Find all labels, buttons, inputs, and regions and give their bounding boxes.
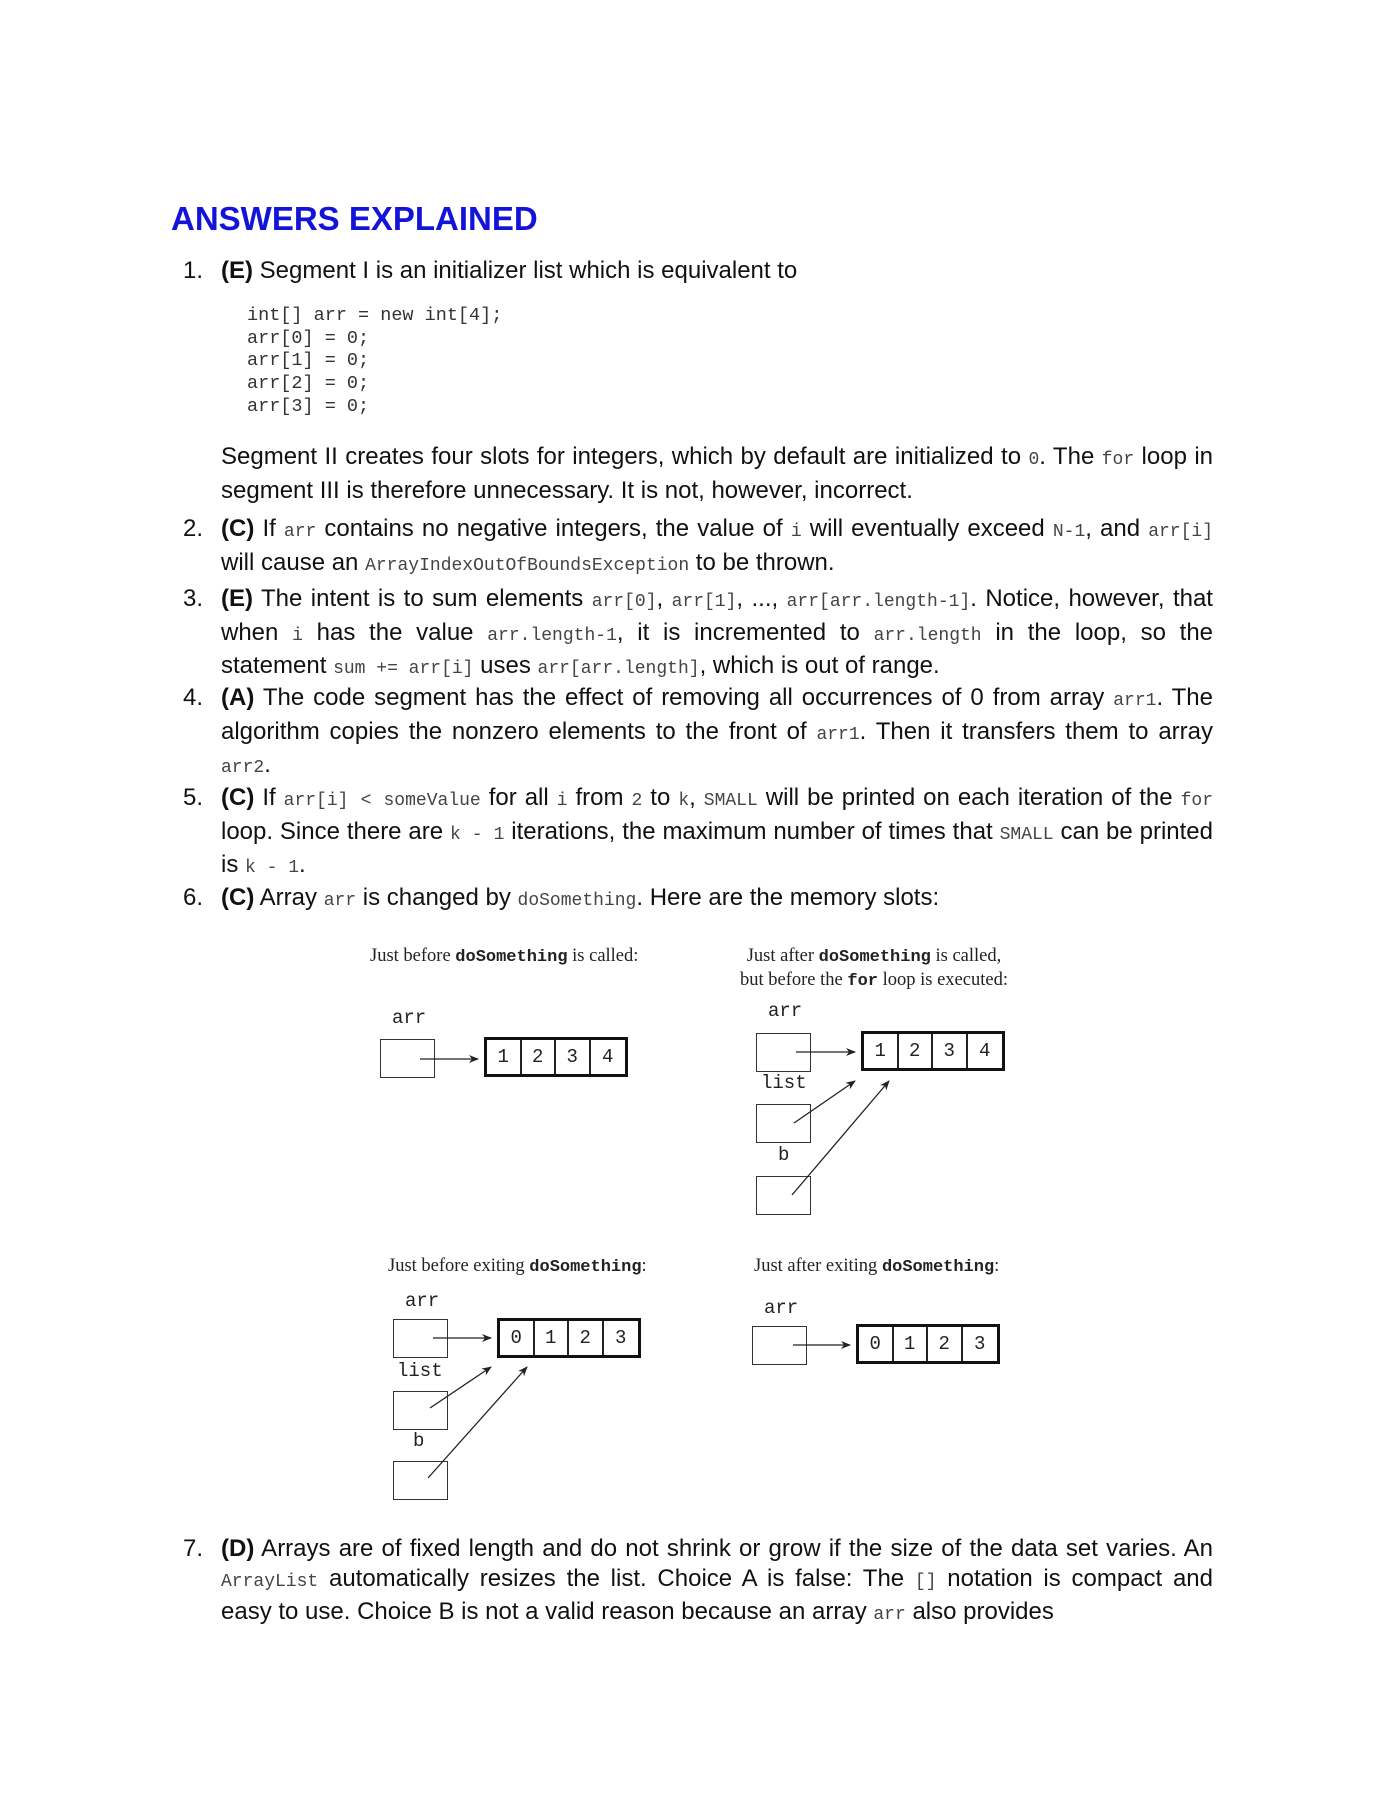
- array-cell: 1: [894, 1327, 929, 1361]
- answer-choice: (C): [221, 884, 255, 911]
- answer-choice: (E): [221, 257, 253, 284]
- inline-code: ArrayList: [221, 1571, 319, 1592]
- text: , ...,: [736, 585, 787, 612]
- inline-code: arr1: [1113, 691, 1157, 711]
- text: from: [567, 784, 632, 811]
- array-cell: 3: [933, 1034, 968, 1068]
- text: in the loop, so the statement: [221, 618, 1214, 679]
- array-cell: 4: [979, 1040, 991, 1062]
- inline-code: 2: [631, 791, 643, 811]
- text: . Here are the memory slots:: [636, 884, 940, 911]
- reference-box-b: [756, 1176, 811, 1215]
- text: will be printed on each iteration of the: [757, 784, 1181, 811]
- answer-item-1: [183, 256, 1213, 286]
- answer-item-6: [183, 883, 1213, 917]
- answer-choice: (C): [221, 515, 255, 542]
- panel-1-title: Just before doSomething is called:: [370, 946, 639, 967]
- item-1-explanation: [221, 442, 1213, 505]
- text: to be thrown.: [689, 548, 835, 576]
- panel-3-title: Just before exiting doSomething:: [388, 1256, 647, 1277]
- inline-code: arr[1]: [671, 592, 737, 612]
- array-cell: 4: [602, 1046, 614, 1068]
- variable-label-arr: arr: [392, 1007, 427, 1029]
- text: loop in segment III is therefore unnecessary. It is not, however, incorrect.: [221, 443, 1214, 504]
- inline-code: i: [790, 522, 802, 542]
- text: will eventually exceed: [801, 515, 1053, 542]
- inline-code: N-1: [1052, 522, 1086, 542]
- code-line: arr[2] = 0;: [247, 373, 370, 395]
- variable-label-b: b: [778, 1144, 790, 1166]
- text: Array: [254, 884, 324, 911]
- text: ,: [656, 585, 672, 612]
- reference-box-arr: [393, 1319, 448, 1358]
- code-line: arr[3] = 0;: [247, 395, 370, 417]
- inline-code: i: [556, 791, 568, 811]
- array-cell: 1: [487, 1040, 522, 1074]
- text: If: [254, 515, 284, 542]
- code-block: [247, 305, 502, 419]
- array-cell: 2: [928, 1327, 963, 1361]
- inline-code: doSomething: [517, 891, 637, 911]
- inline-code: arr: [283, 522, 317, 542]
- array-object: [497, 1318, 641, 1358]
- code-line: int[] arr = new int[4];: [247, 305, 503, 326]
- inline-code: arr1: [816, 724, 860, 745]
- variable-label-list: list: [397, 1360, 443, 1382]
- array-cell: 3: [615, 1327, 627, 1349]
- text: can be printed is: [221, 817, 1214, 878]
- inline-code: SMALL: [999, 824, 1054, 845]
- text: uses: [473, 652, 538, 679]
- reference-box-arr: [752, 1326, 807, 1365]
- array-cell: 1: [535, 1321, 570, 1355]
- text: also provides: [905, 1598, 1054, 1625]
- text: Arrays are of fixed length and do not shrink or grow if the size of the data set varies. An: [254, 1535, 1213, 1562]
- answer-item-4: [183, 683, 1213, 784]
- text: .: [264, 751, 271, 778]
- answer-item-7: [183, 1534, 1213, 1631]
- array-cell: 2: [569, 1321, 604, 1355]
- inline-code: arr.length-1: [487, 625, 617, 646]
- inline-code: i: [292, 625, 303, 646]
- variable-label-list: list: [761, 1072, 807, 1094]
- code-line: arr[0] = 0;: [247, 327, 370, 349]
- reference-box-list: [393, 1391, 448, 1430]
- text: to: [642, 784, 679, 811]
- array-cell: 3: [556, 1040, 591, 1074]
- reference-box-b: [393, 1461, 448, 1500]
- array-cell: 1: [864, 1034, 899, 1068]
- answer-choice: (D): [221, 1535, 255, 1562]
- text: . Then it transfers them to array: [859, 717, 1214, 745]
- text: , which is out of range.: [699, 652, 940, 679]
- inline-code: sum += arr[i]: [333, 659, 474, 679]
- inline-code: []: [914, 1571, 937, 1592]
- variable-label-arr: arr: [768, 1000, 803, 1022]
- item-number: 6.: [183, 884, 204, 911]
- text: The code segment has the effect of removing all occurrences of 0 from array: [254, 684, 1114, 711]
- inline-code: SMALL: [703, 791, 758, 811]
- answer-item-2: [183, 514, 1213, 581]
- inline-code: arr[0]: [591, 592, 657, 612]
- item-text: Segment I is an initializer list which is equivalent to: [259, 257, 798, 284]
- inline-code: arr[i] < someValue: [283, 791, 481, 811]
- text: contains no negative integers, the value of: [316, 515, 791, 542]
- text: , and: [1085, 515, 1149, 542]
- text: . The: [1039, 443, 1102, 470]
- page-heading: ANSWERS EXPLAINED: [171, 200, 538, 237]
- inline-code: arr: [873, 1605, 906, 1625]
- array-object: [856, 1324, 1000, 1364]
- inline-code: arr[arr.length-1]: [786, 592, 971, 612]
- answer-choice: (C): [221, 784, 255, 811]
- inline-code: ArrayIndexOutOfBoundsException: [365, 555, 690, 576]
- array-object: [861, 1031, 1005, 1071]
- inline-code: k - 1: [449, 824, 505, 845]
- reference-box-list: [756, 1104, 811, 1143]
- inline-code: 0: [1028, 450, 1040, 470]
- inline-code: arr[arr.length]: [537, 659, 700, 679]
- array-cell: 2: [899, 1034, 934, 1068]
- item-number: 1.: [183, 257, 204, 284]
- text: for all: [480, 784, 557, 811]
- text: ,: [689, 784, 704, 811]
- item-number: 4.: [183, 684, 204, 711]
- text: automatically resizes the list. Choice A is false: The: [318, 1564, 915, 1592]
- variable-label-b: b: [413, 1430, 425, 1452]
- inline-code: k - 1: [245, 858, 300, 878]
- panel-4-title: Just after exiting doSomething:: [754, 1256, 1000, 1277]
- answer-choice: (A): [221, 684, 255, 711]
- inline-code: arr.length: [873, 625, 982, 646]
- text: iterations, the maximum number of times that: [504, 817, 1000, 845]
- reference-box-arr: [756, 1033, 811, 1072]
- text: loop. Since there are: [221, 817, 450, 845]
- item-number: 2.: [183, 515, 204, 542]
- item-number: 7.: [183, 1535, 204, 1562]
- code-line: arr[1] = 0;: [247, 350, 370, 372]
- inline-code: for: [1101, 450, 1135, 470]
- text: Segment II creates four slots for integers, which by default are initialized to: [221, 443, 1029, 470]
- array-object: [484, 1037, 628, 1077]
- array-cell: 0: [859, 1327, 894, 1361]
- array-cell: 2: [522, 1040, 557, 1074]
- text: is changed by: [356, 884, 518, 911]
- text: notation is compact and easy to use. Choice B is not a valid reason because an array: [221, 1564, 1213, 1625]
- inline-code: arr[i]: [1148, 522, 1214, 542]
- text: The intent is to sum elements: [253, 585, 592, 612]
- item-number: 5.: [183, 784, 204, 811]
- text: . Notice, however, that when: [221, 585, 1213, 646]
- inline-code: arr: [323, 891, 357, 911]
- answer-choice: (E): [221, 585, 253, 612]
- panel-2-title: Just after doSomething is called, but before the for loop is executed:: [740, 946, 1008, 991]
- inline-code: k: [678, 791, 690, 811]
- text: If: [254, 784, 284, 811]
- answer-item-3: [183, 584, 1213, 685]
- answer-item-5: [183, 783, 1213, 884]
- item-number: 3.: [183, 585, 204, 612]
- inline-code: for: [1180, 791, 1213, 811]
- variable-label-arr: arr: [405, 1290, 440, 1312]
- text: has the value: [302, 618, 488, 646]
- array-cell: 0: [500, 1321, 535, 1355]
- reference-box-arr: [380, 1039, 435, 1078]
- text: , it is incremented to: [616, 618, 874, 646]
- variable-label-arr: arr: [764, 1297, 799, 1319]
- text: . The algorithm copies the nonzero elements to the front of: [221, 684, 1213, 745]
- text: .: [299, 851, 306, 878]
- text: will cause an: [221, 548, 366, 576]
- inline-code: arr2: [221, 758, 265, 778]
- array-cell: 3: [974, 1333, 986, 1355]
